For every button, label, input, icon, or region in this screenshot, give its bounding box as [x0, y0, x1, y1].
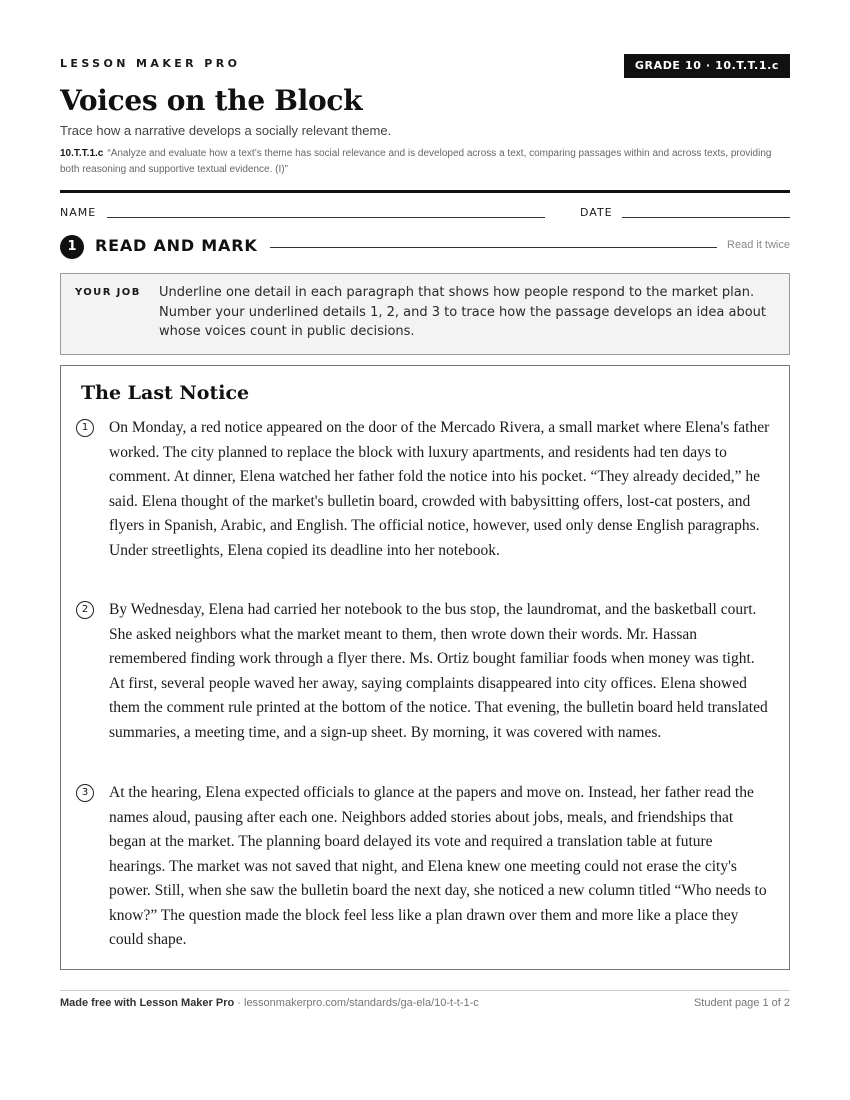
grade-badge: GRADE 10 · 10.T.T.1.c [624, 54, 790, 78]
footer-made-with: Made free with Lesson Maker Pro [60, 997, 235, 1009]
paragraph-number-badge: 2 [76, 601, 94, 619]
passage-title: The Last Notice [81, 382, 250, 404]
paragraph-text: At the hearing, Elena expected officials to glance at the papers and move on. Instead, her father read the names aloud, pausing after each one. Neighbors added stories about jobs, meals, and friendships that began at the market. The planning board delayed its vote and required a translation table at future hearings. The market was not saved that night, and Elena knew one meeting could not erase the city's power. Still, when she saw the bulletin board the next day, she noticed a new column titled “Who needs to know?” The question made the block feel less like a plan drawn over them and more like a place they could shape. [109, 784, 767, 948]
name-label: NAME [60, 206, 97, 219]
section-title: READ AND MARK [95, 236, 258, 255]
job-instructions-box [60, 273, 790, 355]
footer-divider [60, 990, 790, 991]
paragraph-number-badge: 1 [76, 419, 94, 437]
top-bar [60, 54, 790, 78]
job-label: YOUR JOB [75, 287, 141, 298]
paragraph-text: By Wednesday, Elena had carried her notebook to the bus stop, the laundromat, and the basketball court. She asked neighbors what the market meant to them, then wrote down their words. Mr. Hassan remembered finding work through a flyer there. Ms. Ortiz bought familiar foods when money was tight. At first, several people waved her away, saying complaints disappeared into city offices. Elena showed them the comment rule printed at the bottom of the notice. That evening, the bulletin board held translated summaries, a meeting time, and a sign-up sheet. By morning, it was covered with names. [109, 601, 768, 741]
section-note: Read it twice [727, 239, 790, 251]
standard-description [60, 146, 790, 178]
paragraph-text: On Monday, a red notice appeared on the door of the Mercado Rivera, a small market where Elena's father worked. The city planned to replace the block with luxury apartments, and residents had ten days to comment. At dinner, Elena watched her father fold the notice into his pocket. “They already decided,” he said. Elena thought of the market's bulletin board, crowded with babysitting offers, lost-cat posters, and flyers in Spanish, Arabic, and English. The official notice, however, used only dense English paragraphs. Under streetlights, Elena copied its deadline into her notebook. [109, 419, 770, 559]
footer-url[interactable]: · lessonmakerpro.com/standards/ga-ela/10-t-t-1-c [234, 997, 479, 1009]
section-heading [60, 234, 790, 258]
standard-text: “Analyze and evaluate how a text’s theme has social relevance and is developed across a text, comparing passages within and across texts, providing both reasoning and supportive textual evidence. (I)” [60, 148, 772, 175]
section-number-badge: 1 [60, 235, 84, 259]
footer-credit [60, 997, 479, 1009]
footer-page-number: Student page 1 of 2 [693, 997, 790, 1009]
date-label: DATE [580, 206, 613, 219]
name-field[interactable] [107, 217, 545, 218]
job-text: Underline one detail in each paragraph that shows how people respond to the market plan. Number your underlined details 1, 2, and 3 to trace how the passage develops an idea about whose voices count in public decisions. [159, 285, 767, 339]
page-subtitle: Trace how a narrative develops a socially relevant theme. [60, 123, 392, 138]
page-title: Voices on the Block [60, 84, 363, 117]
brand-name: LESSON MAKER PRO [60, 57, 241, 70]
section-divider [270, 247, 717, 248]
passage-box [60, 365, 790, 970]
date-field[interactable] [622, 217, 790, 218]
header-divider [60, 190, 790, 193]
name-date-row [60, 206, 790, 222]
standard-code: 10.T.T.1.c [60, 148, 104, 159]
paragraph-number-badge: 3 [76, 784, 94, 802]
